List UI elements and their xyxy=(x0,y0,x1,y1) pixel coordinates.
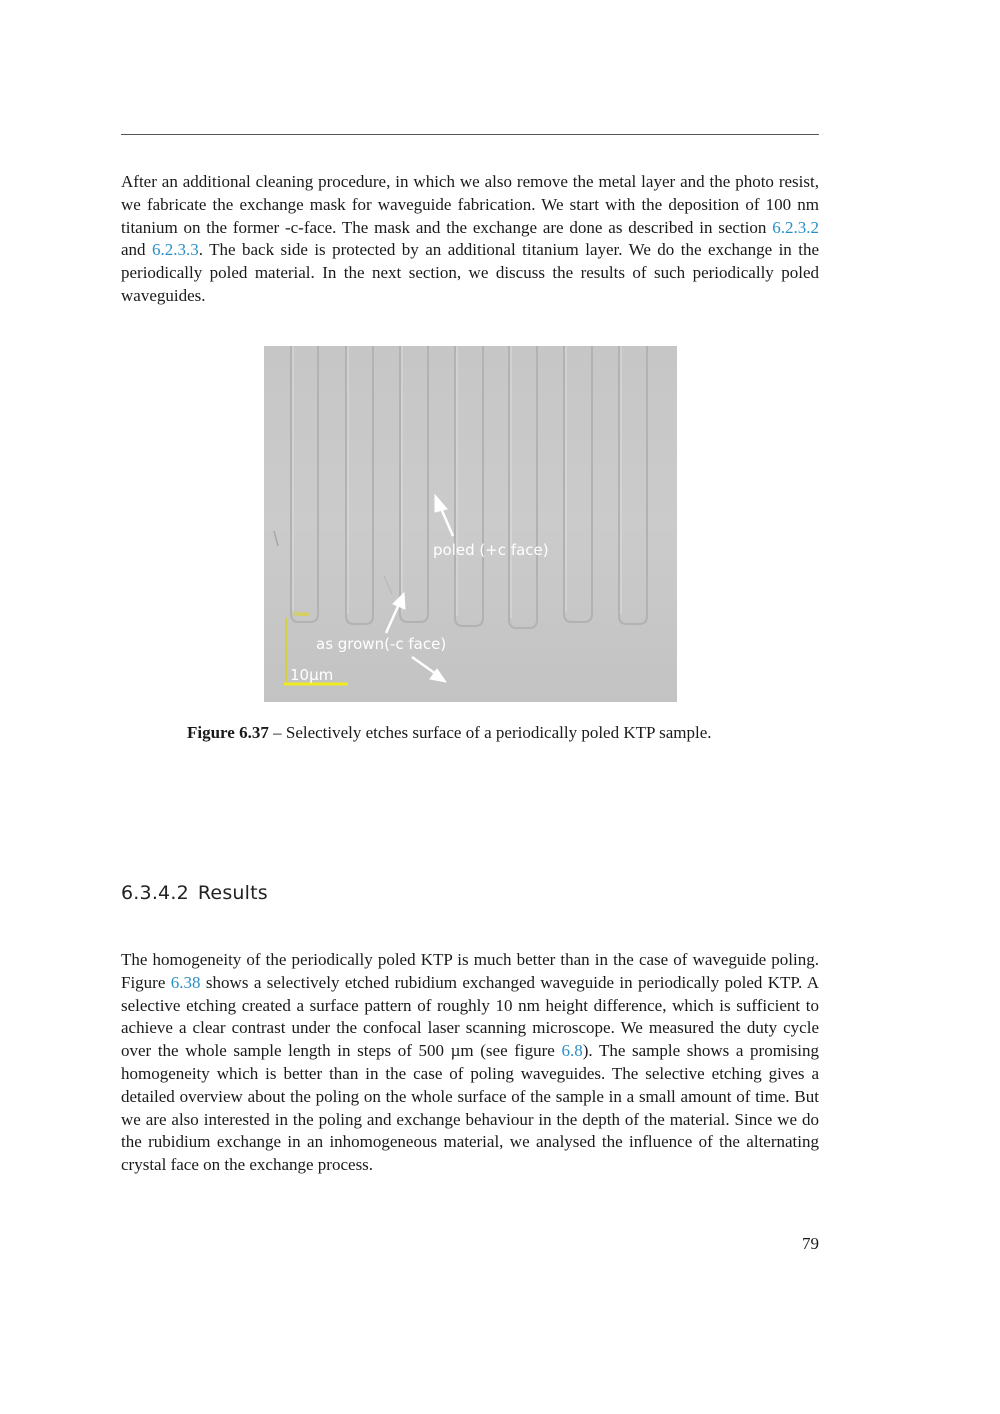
figure-caption xyxy=(121,722,879,744)
section-reference-link[interactable]: 6.2.3.3 xyxy=(151,240,199,260)
section-reference-link[interactable]: 6.2.3.2 xyxy=(772,217,819,237)
paragraph-results xyxy=(121,949,819,1177)
section-number: 6.3.4.2 xyxy=(121,882,189,904)
paragraph-text: After an additional cleaning procedure, in which we also remove the metal layer and the photo resist, we fabricate the exchange mask for waveguide fabrication. We start with the deposition of 100 nm titanium on the former -c-face. The mask and the exchange are done as described in section xyxy=(121,172,819,237)
header-rule xyxy=(121,134,819,135)
caption-label: Figure 6.37 xyxy=(187,723,269,742)
figure-reference-link[interactable]: 6.8 xyxy=(561,1041,583,1061)
section-heading xyxy=(121,882,268,904)
paragraph-text: . The back side is protected by an additional titanium layer. We do the exchange in the periodically poled material. In the next section, we discuss the results of such periodically poled waveguides. xyxy=(121,240,819,305)
page-number: 79 xyxy=(802,1234,819,1253)
caption-text: – Selectively etches surface of a periodically poled KTP sample. xyxy=(268,723,712,742)
label-as-grown: as grown(-c face) xyxy=(316,635,447,653)
paragraph-text: shows a selectively etched rubidium exchanged waveguide in periodically poled KTP. A selective etching created a surface pattern of roughly 10 nm height difference, which is sufficient to achieve a clear contrast under the confocal laser scanning microscope. We measured the duty cycle over the whole sample length in steps of 500 µm (see figure xyxy=(121,972,819,1061)
figure-reference-link[interactable]: 6.38 xyxy=(170,972,201,992)
paragraph-text: ). The sample shows a promising homogeneity which is better than in the case of poling waveguides. The selective etching gives a detailed overview about the poling on the whole surface of the sample in a small amount of time. But we are also interested in the poling and exchange behaviour in the depth of the material. Since we do the rubidium exchange in an inhomogeneous material, we analysed the influence of the alternating crystal face on the exchange process. xyxy=(121,1041,820,1175)
scale-label-small: 10um xyxy=(292,611,310,618)
micrograph-image xyxy=(264,346,677,702)
figure-micrograph xyxy=(264,346,677,702)
scale-label: 10μm xyxy=(290,666,334,684)
paragraph-text: The homogeneity of the periodically poled KTP is much better than in the case of waveguide poling. Figure xyxy=(121,950,819,992)
section-title: Results xyxy=(197,882,268,904)
paragraph-intro xyxy=(121,171,819,308)
label-poled: poled (+c face) xyxy=(433,541,549,559)
paragraph-text: and xyxy=(121,240,152,260)
